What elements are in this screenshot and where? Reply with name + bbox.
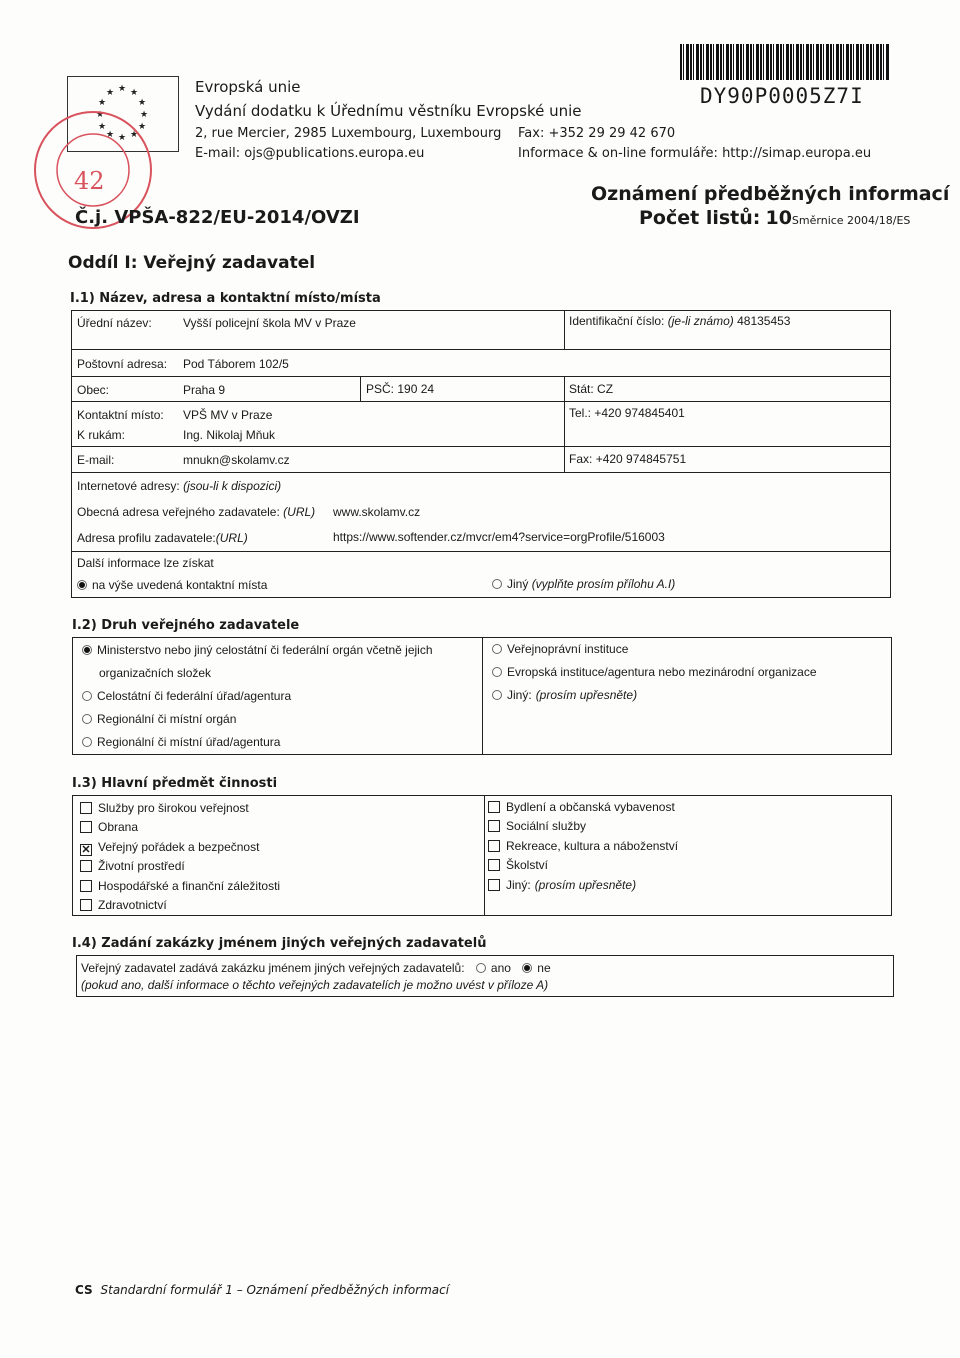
yes-label: ano	[490, 961, 511, 975]
option-item[interactable]	[82, 689, 291, 703]
radio-empty-icon[interactable]	[82, 714, 92, 724]
checkbox-empty-icon[interactable]	[80, 821, 92, 833]
svg-text:★: ★	[130, 130, 139, 140]
email-value: mnukn@skolamv.cz	[183, 453, 290, 467]
doc-title: Vydání dodatku k Úřednímu věstníku Evropské unie	[195, 102, 582, 120]
tel-value: +420 974845401	[594, 406, 685, 420]
name-value: Vyšší policejní škola MV v Praze	[183, 316, 356, 330]
option-label: Životní prostředí	[98, 859, 185, 874]
stamp-number: 42	[74, 167, 105, 195]
radio-selected-icon[interactable]	[77, 580, 87, 590]
option-item[interactable]	[80, 898, 167, 912]
checkbox-empty-icon[interactable]	[488, 879, 500, 891]
s4-note: (pokud ano, další informace o těchto veřejných zadavatelích je možno uvést v příloze A)	[81, 978, 549, 992]
psc-field: PSČ: 190 24	[366, 382, 435, 396]
email-label: E-mail:	[77, 453, 115, 467]
option-item[interactable]	[80, 879, 280, 893]
org-name: Evropská unie	[195, 78, 301, 96]
radio-no-icon[interactable]	[522, 963, 532, 973]
option-label: Školství	[506, 858, 549, 873]
reference-number: Č.j. VPŠA-822/EU-2014/OVZI	[75, 207, 360, 228]
state-value: CZ	[597, 382, 614, 396]
general-url-label: Obecná adresa veřejného zadavatele: (URL)	[77, 505, 316, 519]
option-label: Veřejnoprávní instituce	[507, 642, 629, 656]
fax-value: +420 974845751	[595, 452, 687, 466]
option-label: Veřejný pořádek a bezpečnost	[98, 839, 260, 854]
svg-text:★: ★	[106, 130, 115, 140]
s4-question: Veřejný zadavatel zadává zakázku jménem jiných veřejných zadavatelů: ano ne	[81, 961, 551, 975]
option-item[interactable]	[82, 712, 236, 726]
radio-empty-icon[interactable]	[492, 644, 502, 654]
option-item[interactable]	[488, 858, 548, 872]
id-field: Identifikační číslo: (je-li známo) 48135453	[569, 314, 791, 328]
option-item[interactable]	[488, 819, 586, 833]
footer-lang: CS	[75, 1283, 93, 1297]
sheets-value: 10	[765, 207, 792, 229]
state-field: Stát: CZ	[569, 382, 614, 396]
s3-title: I.3) Hlavní předmět činnosti	[72, 776, 278, 791]
no-label: ne	[537, 961, 551, 975]
option-label: Sociální služby	[506, 819, 587, 834]
web-label: Internetové adresy: (jsou-li k dispozici)	[77, 479, 282, 493]
option-label: organizačních složek	[99, 666, 212, 680]
radio-empty-icon[interactable]	[82, 737, 92, 747]
option-item[interactable]	[80, 801, 249, 815]
city-label: Obec:	[77, 383, 110, 397]
footer-text: Standardní formulář 1 – Oznámení předběžných informací	[100, 1283, 450, 1297]
checkbox-empty-icon[interactable]	[488, 840, 500, 852]
option-label: Ministerstvo nebo jiný celostátní či federální orgán včetně jejich	[97, 643, 433, 657]
svg-text:★: ★	[106, 88, 115, 98]
profile-url-label: Adresa profilu zadavatele:(URL)	[77, 531, 248, 545]
svg-text:★: ★	[118, 133, 127, 143]
option-label: Rekreace, kultura a náboženství	[506, 838, 679, 853]
option-item[interactable]	[488, 800, 675, 814]
option-label: Služby pro širokou veřejnost	[98, 801, 249, 815]
notice-title: Oznámení předběžných informací	[591, 183, 950, 205]
s2-title: I.2) Druh veřejného zadavatele	[72, 618, 300, 633]
option-label: Jiný:	[507, 688, 532, 702]
option-label: Jiný:	[506, 877, 531, 892]
radio-empty-icon[interactable]	[492, 579, 502, 589]
option-label: Zdravotnictví	[98, 898, 167, 912]
option-item[interactable]	[82, 735, 280, 749]
option-label: Bydlení a občanská vybavenost	[506, 800, 675, 814]
city-value: Praha 9	[183, 383, 226, 397]
post-value: Pod Táborem 102/5	[183, 357, 289, 371]
svg-text:★: ★	[138, 122, 147, 132]
svg-text:★: ★	[130, 88, 139, 98]
svg-text:★: ★	[96, 110, 105, 120]
option-item[interactable]	[492, 642, 628, 656]
radio-empty-icon[interactable]	[82, 691, 92, 701]
option-label: Evropská instituce/agentura nebo mezinárodní organizace	[507, 665, 817, 679]
checkbox-empty-icon[interactable]	[80, 899, 92, 911]
publisher-email: E-mail: ojs@publications.europa.eu	[195, 146, 425, 161]
fax-field: Fax: +420 974845751	[569, 452, 687, 466]
attn-label: K rukám:	[77, 428, 126, 442]
radio-selected-icon[interactable]	[82, 645, 92, 655]
option-item[interactable]	[82, 643, 433, 657]
option-label: Regionální či místní orgán	[97, 712, 237, 726]
s4-title: I.4) Zadání zakázky jménem jiných veřejných zadavatelů	[72, 936, 487, 951]
option-label: Regionální či místní úřad/agentura	[97, 735, 281, 749]
name-label: Úřední název:	[77, 316, 152, 330]
post-label: Poštovní adresa:	[77, 357, 168, 371]
option-item[interactable]	[80, 840, 259, 856]
sheets-count	[639, 207, 910, 229]
option-label: Hospodářské a finanční záležitosti	[98, 878, 281, 893]
general-url-value: www.skolamv.cz	[333, 505, 421, 519]
option-item[interactable]	[492, 665, 817, 679]
id-value: 48135453	[737, 314, 791, 328]
option-item[interactable]	[80, 859, 185, 873]
radio-yes-icon[interactable]	[476, 963, 486, 973]
svg-text:★: ★	[98, 98, 107, 108]
option-item[interactable]	[80, 820, 138, 834]
option-item[interactable]	[492, 688, 637, 702]
barcode	[680, 44, 890, 80]
publisher-fax: Fax: +352 29 29 42 670	[518, 126, 676, 141]
option-hint: (prosím upřesněte)	[535, 688, 638, 702]
section-title: Oddíl I: Veřejný zadavatel	[68, 253, 316, 273]
checkbox-empty-icon[interactable]	[80, 860, 92, 872]
option-item[interactable]	[82, 666, 211, 680]
more-info-label: Další informace lze získat	[77, 556, 214, 570]
s1-title: I.1) Název, adresa a kontaktní místo/místa	[70, 291, 381, 306]
publisher-info: Informace & on-line formuláře: http://simap.europa.eu	[518, 146, 872, 161]
option-label: Obrana	[98, 820, 139, 835]
option-label: Celostátní či federální úřad/agentura	[97, 689, 292, 703]
option-item[interactable]	[488, 878, 636, 892]
tel-field: Tel.: +420 974845401	[569, 406, 685, 420]
contact-label: Kontaktní místo:	[77, 408, 164, 422]
radio-empty-icon[interactable]	[492, 667, 502, 677]
checkbox-empty-icon[interactable]	[488, 820, 500, 832]
svg-text:★: ★	[138, 98, 147, 108]
contact-value: VPŠ MV v Praze	[183, 408, 273, 422]
option-item[interactable]	[488, 839, 678, 853]
directive-label: Směrnice 2004/18/ES	[791, 214, 911, 227]
option-contact[interactable]: na výše uvedená kontaktní místa	[77, 578, 267, 592]
barcode-text: DY90P0005Z7I	[700, 84, 864, 108]
attn-value: Ing. Nikolaj Mňuk	[183, 428, 276, 442]
option-other[interactable]: Jiný (vyplňte prosím přílohu A.I)	[492, 577, 675, 591]
svg-text:★: ★	[118, 84, 127, 94]
radio-empty-icon[interactable]	[492, 690, 502, 700]
svg-text:★: ★	[98, 122, 107, 132]
checkbox-empty-icon[interactable]	[80, 880, 92, 892]
checkbox-empty-icon[interactable]	[488, 859, 500, 871]
publisher-address: 2, rue Mercier, 2985 Luxembourg, Luxembourg	[195, 126, 502, 141]
sheets-label: Počet listů:	[639, 207, 761, 229]
checkbox-empty-icon[interactable]	[488, 801, 500, 813]
footer	[75, 1283, 449, 1297]
checkbox-checked-icon[interactable]: ✕	[81, 843, 91, 856]
svg-text:★: ★	[140, 110, 149, 120]
psc-value: 190 24	[397, 382, 435, 396]
profile-url-value: https://www.softender.cz/mvcr/em4?service=orgProfile/516003	[333, 530, 665, 544]
option-hint: (prosím upřesněte)	[534, 877, 637, 892]
checkbox-empty-icon[interactable]	[80, 802, 92, 814]
